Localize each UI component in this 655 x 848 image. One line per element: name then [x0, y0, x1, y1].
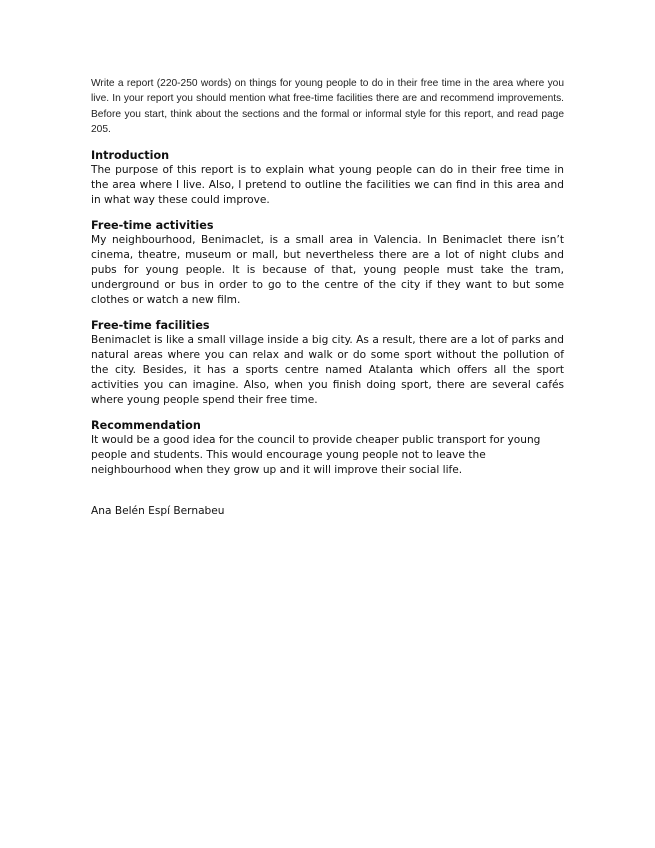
section-body: Benimaclet is like a small village inside a big city. As a result, there are a lot of parks and natural areas where you can relax and walk or do some sport without the pollution of the city. Besides, it has a sports centre named Atalanta which offers all the sport activities you can imagine. Also, when you finish doing sport, there are several cafés where young people spend their free time.	[91, 334, 564, 407]
document-page	[91, 76, 564, 519]
section-heading: Free-time activities	[91, 219, 214, 233]
section-introduction	[91, 148, 564, 208]
task-prompt: Write a report (220-250 words) on things for young people to do in their free time in the area where you live. In your report you should mention what free-time facilities there are and recommend improvements. Before you start, think about the sections and the formal or informal style for this report, and read page 205.	[91, 78, 564, 135]
section-heading: Introduction	[91, 149, 170, 163]
section-body: My neighbourhood, Benimaclet, is a small area in Valencia. In Benimaclet there isn’t cinema, theatre, museum or mall, but nevertheless there are a lot of night clubs and pubs for young people. It is because of that, young people must take the tram, underground or bus in order to go to the centre of the city if they want to but some clothes or watch a new film.	[91, 234, 564, 307]
section-body: It would be a good idea for the council to provide cheaper public transport for young people and students. This would encourage young people not to leave the neighbourhood when they grow up and it will improve their social life.	[91, 434, 541, 477]
section-heading: Free-time facilities	[91, 319, 210, 333]
section-heading: Recommendation	[91, 419, 201, 433]
section-free-time-facilities	[91, 318, 564, 408]
section-body: The purpose of this report is to explain what young people can do in their free time in the area where I live. Also, I pretend to outline the facilities we can find in this area and in what way these could improve.	[91, 164, 564, 207]
section-recommendation	[91, 418, 564, 478]
author-signature: Ana Belén Espí Bernabeu	[91, 505, 225, 518]
section-free-time-activities	[91, 218, 564, 308]
